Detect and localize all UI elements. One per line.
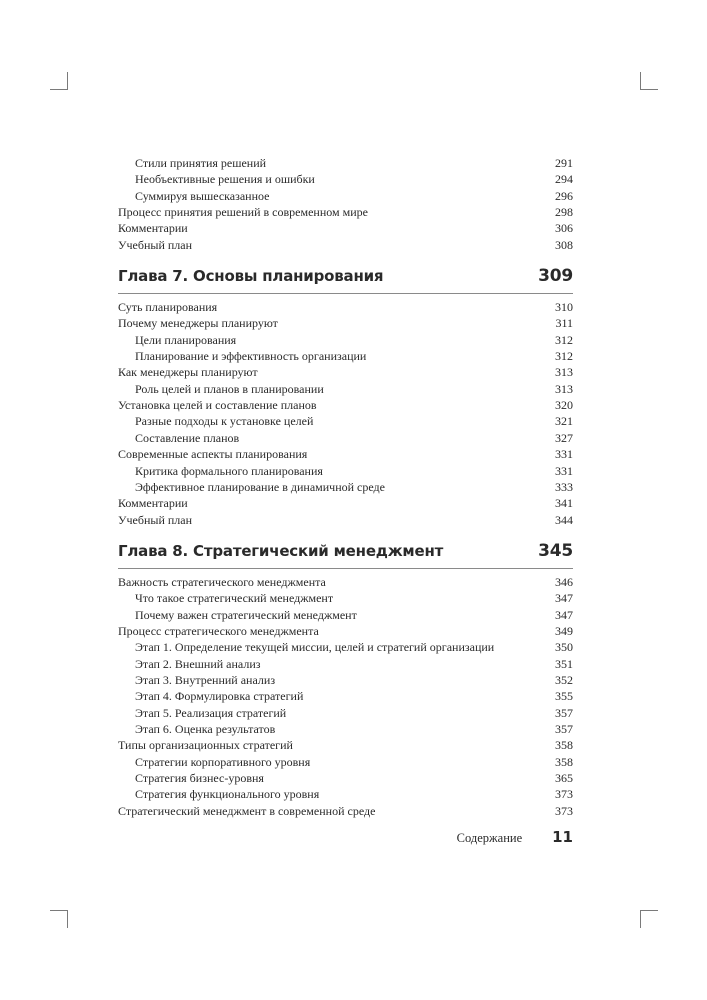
toc-subsection-entry[interactable] (118, 721, 573, 737)
toc-entry-title: Стратегический менеджмент в современной среде (118, 803, 376, 818)
toc-subsection-entry[interactable] (118, 754, 573, 770)
toc-entry-title: Цели планирования (135, 332, 237, 347)
toc-entry-page: 296 (555, 188, 573, 203)
toc-section-entry[interactable] (118, 574, 573, 590)
toc-subsection-entry[interactable] (118, 348, 573, 364)
toc-entry-page: 358 (555, 738, 573, 753)
toc-entry-page: 331 (555, 447, 573, 462)
toc-subsection-entry[interactable] (118, 332, 573, 348)
toc-section-entry[interactable] (118, 446, 573, 462)
toc-section-entry[interactable] (118, 495, 573, 511)
toc-entry-title: Суммируя вышесказанное (135, 188, 270, 203)
toc-subsection-entry[interactable] (118, 656, 573, 672)
toc-subsection-entry[interactable] (118, 770, 573, 786)
toc-section-entry[interactable] (118, 512, 573, 528)
toc-entry-page: 341 (555, 496, 573, 511)
toc-entry-title: Как менеджеры планируют (118, 365, 258, 380)
toc-subsection-entry[interactable] (118, 639, 573, 655)
toc-entry-title: Суть планирования (118, 300, 218, 315)
toc-entry-title: Эффективное планирование в динамичной среде (135, 479, 385, 494)
toc-entry-page: 344 (555, 512, 573, 527)
toc-entry-title: Современные аспекты планирования (118, 447, 308, 462)
toc-entry-title: Учебный план (118, 237, 193, 252)
toc-entry-page: 320 (555, 398, 573, 413)
toc-subsection-entry[interactable] (118, 413, 573, 429)
toc-entry-title: Стили принятия решений (135, 156, 267, 170)
toc-section-entry[interactable] (118, 237, 573, 253)
toc-entry-title: Планирование и эффективность организации (135, 349, 367, 364)
toc-entry-title: Этап 6. Оценка результатов (135, 721, 276, 736)
toc-entry-page: 312 (555, 332, 573, 347)
chapter-heading[interactable] (118, 541, 573, 569)
toc-entry-page: 306 (555, 221, 573, 236)
toc-entry-title: Критика формального планирования (135, 463, 323, 478)
page-number: 11 (552, 828, 573, 846)
toc-entry-page: 312 (555, 349, 573, 364)
toc-entry-page: 357 (555, 705, 573, 720)
chapter-heading[interactable] (118, 266, 573, 294)
toc-subsection-entry[interactable] (118, 155, 573, 171)
toc-entry-page: 357 (555, 721, 573, 736)
toc-entry-title: Что такое стратегический менеджмент (135, 591, 334, 606)
toc-entry-title: Установка целей и составление планов (118, 398, 317, 413)
running-footer-label: Содержание (456, 831, 523, 845)
toc-entry-title: Этап 5. Реализация стратегий (135, 705, 287, 720)
toc-entry-page: 347 (555, 607, 573, 622)
chapter-title: Глава 7. Основы планирования (118, 267, 384, 286)
toc-subsection-entry[interactable] (118, 590, 573, 606)
toc-section-entry[interactable] (118, 803, 573, 819)
toc-section-entry[interactable] (118, 299, 573, 315)
table-of-contents (118, 155, 573, 819)
toc-subsection-entry[interactable] (118, 381, 573, 397)
toc-entry-title: Этап 4. Формулировка стратегий (135, 689, 304, 704)
toc-section-entry[interactable] (118, 737, 573, 753)
toc-entry-title: Разные подходы к установке целей (135, 414, 314, 429)
toc-entry-page: 308 (555, 237, 573, 252)
toc-entry-title: Стратегия функционального уровня (135, 787, 320, 802)
toc-entry-page: 349 (555, 623, 573, 638)
toc-entry-page: 310 (555, 300, 573, 315)
toc-entry-title: Необъективные решения и ошибки (135, 172, 315, 187)
toc-entry-title: Этап 1. Определение текущей миссии, целей и стратегий организации (135, 640, 495, 655)
toc-section-entry[interactable] (118, 220, 573, 236)
chapter-page-number: 309 (538, 266, 573, 287)
toc-subsection-entry[interactable] (118, 672, 573, 688)
page-footer (118, 828, 573, 846)
toc-entry-page: 350 (555, 640, 573, 655)
toc-entry-title: Комментарии (118, 221, 188, 236)
toc-subsection-entry[interactable] (118, 705, 573, 721)
toc-entry-page: 373 (555, 787, 573, 802)
chapter-title: Глава 8. Стратегический менеджмент (118, 541, 444, 560)
toc-entry-page: 313 (555, 365, 573, 380)
toc-entry-page: 313 (555, 381, 573, 396)
toc-entry-title: Стратегии корпоративного уровня (135, 754, 311, 769)
toc-entry-page: 347 (555, 591, 573, 606)
toc-entry-title: Учебный план (118, 512, 193, 527)
toc-entry-title: Составление планов (135, 430, 240, 445)
toc-entry-page: 294 (555, 172, 573, 187)
toc-entry-page: 298 (555, 205, 573, 220)
toc-subsection-entry[interactable] (118, 479, 573, 495)
toc-section-entry[interactable] (118, 397, 573, 413)
toc-entry-page: 352 (555, 672, 573, 687)
toc-entry-page: 355 (555, 689, 573, 704)
toc-entry-page: 311 (555, 316, 573, 331)
toc-entry-page: 331 (555, 463, 573, 478)
toc-entry-title: Важность стратегического менеджмента (118, 574, 326, 589)
toc-entry-page: 346 (555, 574, 573, 589)
toc-entry-title: Процесс стратегического менеджмента (118, 623, 319, 638)
toc-entry-title: Процесс принятия решений в современном мире (118, 205, 368, 220)
toc-entry-title: Почему важен стратегический менеджмент (135, 607, 357, 622)
toc-subsection-entry[interactable] (118, 171, 573, 187)
toc-entry-title: Роль целей и планов в планировании (135, 381, 324, 396)
toc-subsection-entry[interactable] (118, 607, 573, 623)
toc-entry-page: 373 (555, 803, 573, 818)
chapter-page-number: 345 (538, 540, 573, 561)
toc-subsection-entry[interactable] (118, 786, 573, 802)
toc-subsection-entry[interactable] (118, 688, 573, 704)
toc-entry-title: Этап 2. Внешний анализ (135, 656, 261, 671)
toc-entry-title: Почему менеджеры планируют (118, 316, 278, 331)
toc-subsection-entry[interactable] (118, 463, 573, 479)
toc-section-entry[interactable] (118, 204, 573, 220)
toc-entry-page: 321 (555, 414, 573, 429)
toc-entry-page: 358 (555, 754, 573, 769)
toc-entry-title: Этап 3. Внутренний анализ (135, 672, 276, 687)
toc-entry-page: 291 (555, 156, 573, 170)
toc-entry-title: Комментарии (118, 496, 188, 511)
toc-subsection-entry[interactable] (118, 188, 573, 204)
toc-entry-title: Стратегия бизнес-уровня (135, 771, 264, 785)
toc-entry-page: 333 (555, 479, 573, 494)
toc-entry-title: Типы организационных стратегий (118, 738, 293, 753)
toc-section-entry[interactable] (118, 315, 573, 331)
toc-entry-page: 351 (555, 656, 573, 671)
toc-section-entry[interactable] (118, 364, 573, 380)
toc-entry-page: 327 (555, 430, 573, 445)
toc-section-entry[interactable] (118, 623, 573, 639)
toc-entry-page: 365 (555, 771, 573, 785)
toc-subsection-entry[interactable] (118, 430, 573, 446)
